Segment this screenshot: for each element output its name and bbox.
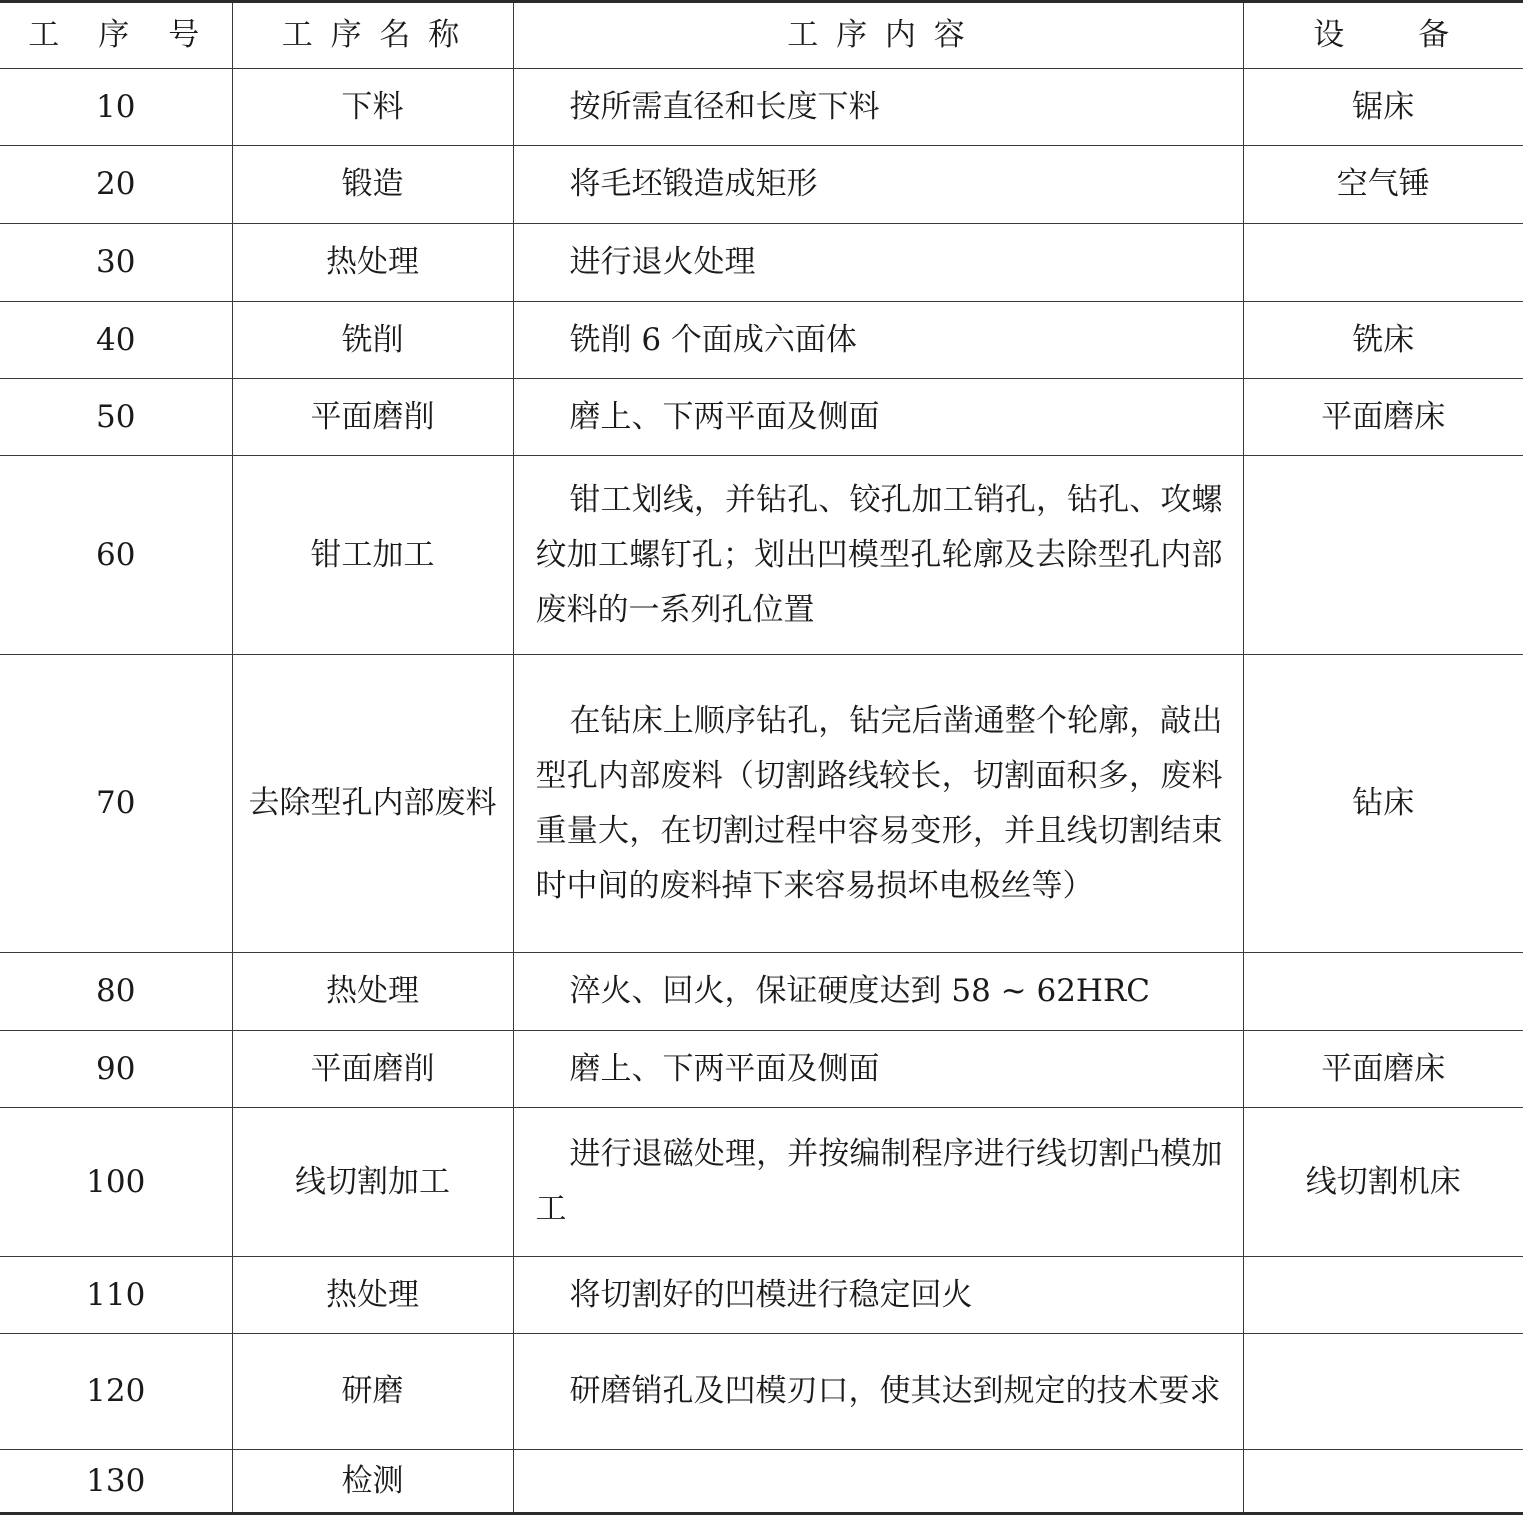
process-content-cell: 淬火、回火，保证硬度达到 58 ~ 62HRC <box>513 953 1243 1031</box>
process-no-cell: 30 <box>0 224 232 302</box>
process-content-cell: 磨上、下两平面及侧面 <box>513 379 1243 456</box>
header-process-name: 工 序 名 称 <box>232 2 513 69</box>
process-no-cell: 10 <box>0 69 232 146</box>
table-row <box>0 69 1523 146</box>
table-row <box>0 1031 1523 1108</box>
process-no-cell: 120 <box>0 1334 232 1450</box>
table-row <box>0 302 1523 379</box>
process-content-cell: 进行退火处理 <box>513 224 1243 302</box>
table-row <box>0 146 1523 224</box>
equipment-cell: 空气锤 <box>1243 146 1523 224</box>
equipment-cell <box>1243 456 1523 655</box>
table-row <box>0 379 1523 456</box>
process-no-cell: 100 <box>0 1108 232 1257</box>
process-content-cell: 按所需直径和长度下料 <box>513 69 1243 146</box>
process-name-cell: 铣削 <box>232 302 513 379</box>
equipment-cell <box>1243 1257 1523 1334</box>
header-process-content: 工 序 内 容 <box>513 2 1243 69</box>
process-no-cell: 80 <box>0 953 232 1031</box>
equipment-cell: 锯床 <box>1243 69 1523 146</box>
process-no-cell: 50 <box>0 379 232 456</box>
process-content-cell: 钳工划线，并钻孔、铰孔加工销孔，钻孔、攻螺纹加工螺钉孔；划出凹模型孔轮廓及去除型孔内部废料的一系列孔位置 <box>513 456 1243 655</box>
process-no-cell: 20 <box>0 146 232 224</box>
equipment-cell <box>1243 1450 1523 1514</box>
table-row <box>0 1450 1523 1514</box>
process-name-cell: 热处理 <box>232 1257 513 1334</box>
process-name-cell: 去除型孔内部废料 <box>232 655 513 953</box>
table-row <box>0 224 1523 302</box>
equipment-cell: 钻床 <box>1243 655 1523 953</box>
process-content-cell: 在钻床上顺序钻孔，钻完后凿通整个轮廓，敲出型孔内部废料（切割路线较长，切割面积多，废料重量大，在切割过程中容易变形，并且线切割结束时中间的废料掉下来容易损坏电极丝等） <box>513 655 1243 953</box>
process-content-cell: 铣削 6 个面成六面体 <box>513 302 1243 379</box>
equipment-cell: 铣床 <box>1243 302 1523 379</box>
table-row <box>0 953 1523 1031</box>
equipment-cell <box>1243 224 1523 302</box>
process-no-cell: 70 <box>0 655 232 953</box>
header-row <box>0 2 1523 69</box>
process-content-cell: 将切割好的凹模进行稳定回火 <box>513 1257 1243 1334</box>
process-name-cell: 平面磨削 <box>232 1031 513 1108</box>
equipment-cell: 平面磨床 <box>1243 1031 1523 1108</box>
table-row <box>0 456 1523 655</box>
process-no-cell: 110 <box>0 1257 232 1334</box>
process-name-cell: 锻造 <box>232 146 513 224</box>
process-name-cell: 钳工加工 <box>232 456 513 655</box>
process-content-cell <box>513 1450 1243 1514</box>
process-no-cell: 60 <box>0 456 232 655</box>
process-no-cell: 40 <box>0 302 232 379</box>
process-no-cell: 130 <box>0 1450 232 1514</box>
table-row <box>0 655 1523 953</box>
process-content-cell: 磨上、下两平面及侧面 <box>513 1031 1243 1108</box>
process-no-cell: 90 <box>0 1031 232 1108</box>
process-name-cell: 热处理 <box>232 224 513 302</box>
header-process-no: 工 序 号 <box>0 2 232 69</box>
equipment-cell: 线切割机床 <box>1243 1108 1523 1257</box>
equipment-cell <box>1243 1334 1523 1450</box>
process-name-cell: 下料 <box>232 69 513 146</box>
process-name-cell: 平面磨削 <box>232 379 513 456</box>
process-name-cell: 热处理 <box>232 953 513 1031</box>
table-row <box>0 1334 1523 1450</box>
process-name-cell: 检测 <box>232 1450 513 1514</box>
process-name-cell: 研磨 <box>232 1334 513 1450</box>
equipment-cell: 平面磨床 <box>1243 379 1523 456</box>
header-equipment: 设 备 <box>1243 2 1523 69</box>
process-content-cell: 研磨销孔及凹模刃口，使其达到规定的技术要求 <box>513 1334 1243 1450</box>
process-name-cell: 线切割加工 <box>232 1108 513 1257</box>
process-content-cell: 将毛坯锻造成矩形 <box>513 146 1243 224</box>
table-row <box>0 1257 1523 1334</box>
process-content-cell: 进行退磁处理，并按编制程序进行线切割凸模加工 <box>513 1108 1243 1257</box>
equipment-cell <box>1243 953 1523 1031</box>
table-row <box>0 1108 1523 1257</box>
